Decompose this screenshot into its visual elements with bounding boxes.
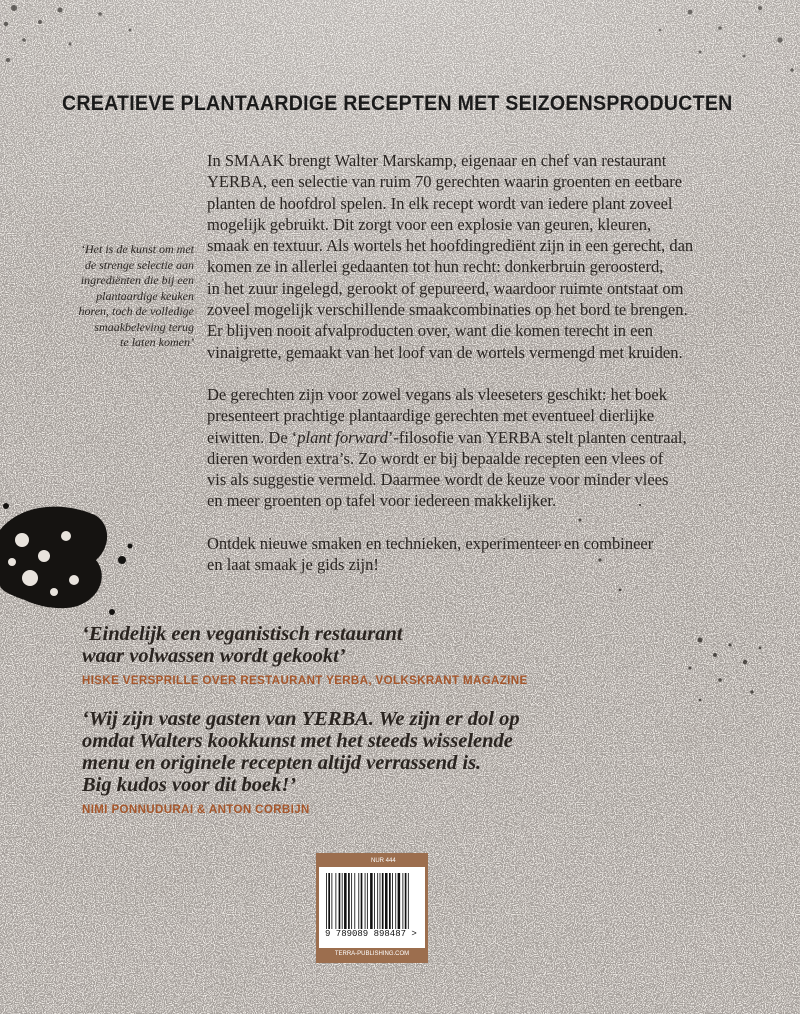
body-text [207,150,727,575]
barcode-bar [342,873,343,929]
barcode-bar [361,873,363,929]
barcode-bar [395,873,396,929]
paragraph-1: In SMAAK brengt Walter Marskamp, eigenaar en chef van restaurant YERBA, een selectie van ruim 70 gerechten waarin groenten en eetbare planten de hoofdrol spelen. In elk recept wordt van iedere plant zoveel mogelijk gebruikt. Dit zorgt voor een explosie van geuren, kleuren, smaak en textuur. Als wortels het hoofdingrediënt zijn in een gerecht, dan komen ze in allerlei gedaanten tot hun recht: donkerbruin geroosterd, in het zuur ingelegd, gerookt of gepureerd, waardoor ruimte ontstaat om zoveel mogelijk verschillende smaakcombinaties op het bord te brengen. Er blijven nooit afvalproducten over, want die komen terecht in een vinaigrette, gemaakt van het loof van de wortels vermengd met kruiden. [207,151,694,362]
review-quote-2: ‘Wij zijn vaste gasten van YERBA. We zijn er dol op omdat Walters kookkunst met het steeds wisselende menu en originele recepten altijd verrassend is. Big kudos voor dit boek!’ NIMI PONNUDURAI & ANTON CORBIJN [82,708,520,821]
barcode-bar [344,873,347,929]
barcode-bar [354,873,355,929]
barcode-bar [405,873,407,929]
barcode-bar [392,873,393,929]
barcode-bar [365,873,366,929]
barcode-bar [358,873,359,929]
barcode-bar [348,873,350,929]
barcode-bar [326,873,327,929]
barcode-bar [328,873,330,929]
isbn-digits: 9 789089 898487 > [325,929,417,939]
paragraph-2: De gerechten zijn voor zowel vegans als vleeseters geschikt: het boek presenteert prachtige plantaardige gerechten met eventueel dierlijke eiwitten. De ‘plant forward’-filosofie van YERBA stelt planten centraal, dieren worden extra’s. Zo wordt er bij bepaalde recepten een vlees of vis als suggestie vermeld. Daarmee wordt de keuze voor minder vlees en meer groenten op tafel voor iedereen makkelijker. [207,384,687,511]
barcode-bar [382,873,384,929]
nur-code: NUR 444 [319,856,425,867]
barcode-bars [324,873,420,929]
review-attribution: NIMI PONNUDURAI & ANTON CORBIJN [82,804,310,816]
barcode-bar [335,873,336,929]
review-attribution: HISKE VERSPRILLE OVER RESTAURANT YERBA, VOLKSKRANT MAGAZINE [82,675,528,687]
barcode-bar [380,873,381,929]
paragraph-3: Ontdek nieuwe smaken en technieken, experimenteer en combineer en laat smaak je gids zijn! [207,533,654,575]
barcode-bar [367,873,368,929]
publisher-website: TERRA-PUBLISHING.COM [319,948,425,960]
barcode-bar [377,873,378,929]
isbn-barcode [316,853,428,963]
barcode-bar [331,873,332,929]
barcode-bar [389,873,391,929]
barcode-bar [339,873,341,929]
page-heading: CREATIEVE PLANTAARDIGE RECEPTEN MET SEIZOENSPRODUCTEN [62,92,733,115]
pull-quote: ‘Het is de kunst om met de strenge selectie aan ingrediënten die bij een plantaardige keuken horen, toch de volledige smaakbeleving terug te laten komen’ [78,242,194,349]
review-quote-1: ‘Eindelijk een veganistisch restaurant waar volwassen wordt gekookt’ HISKE VERSPRILLE OVER RESTAURANT YERBA, VOLKSKRANT MAGAZINE [82,623,528,692]
barcode-bar [402,873,403,929]
barcode-bar [408,873,409,929]
barcode-bar [374,873,375,929]
barcode-bar [351,873,352,929]
barcode-bar [370,873,373,929]
barcode-bar [398,873,401,929]
barcode-bar [385,873,388,929]
